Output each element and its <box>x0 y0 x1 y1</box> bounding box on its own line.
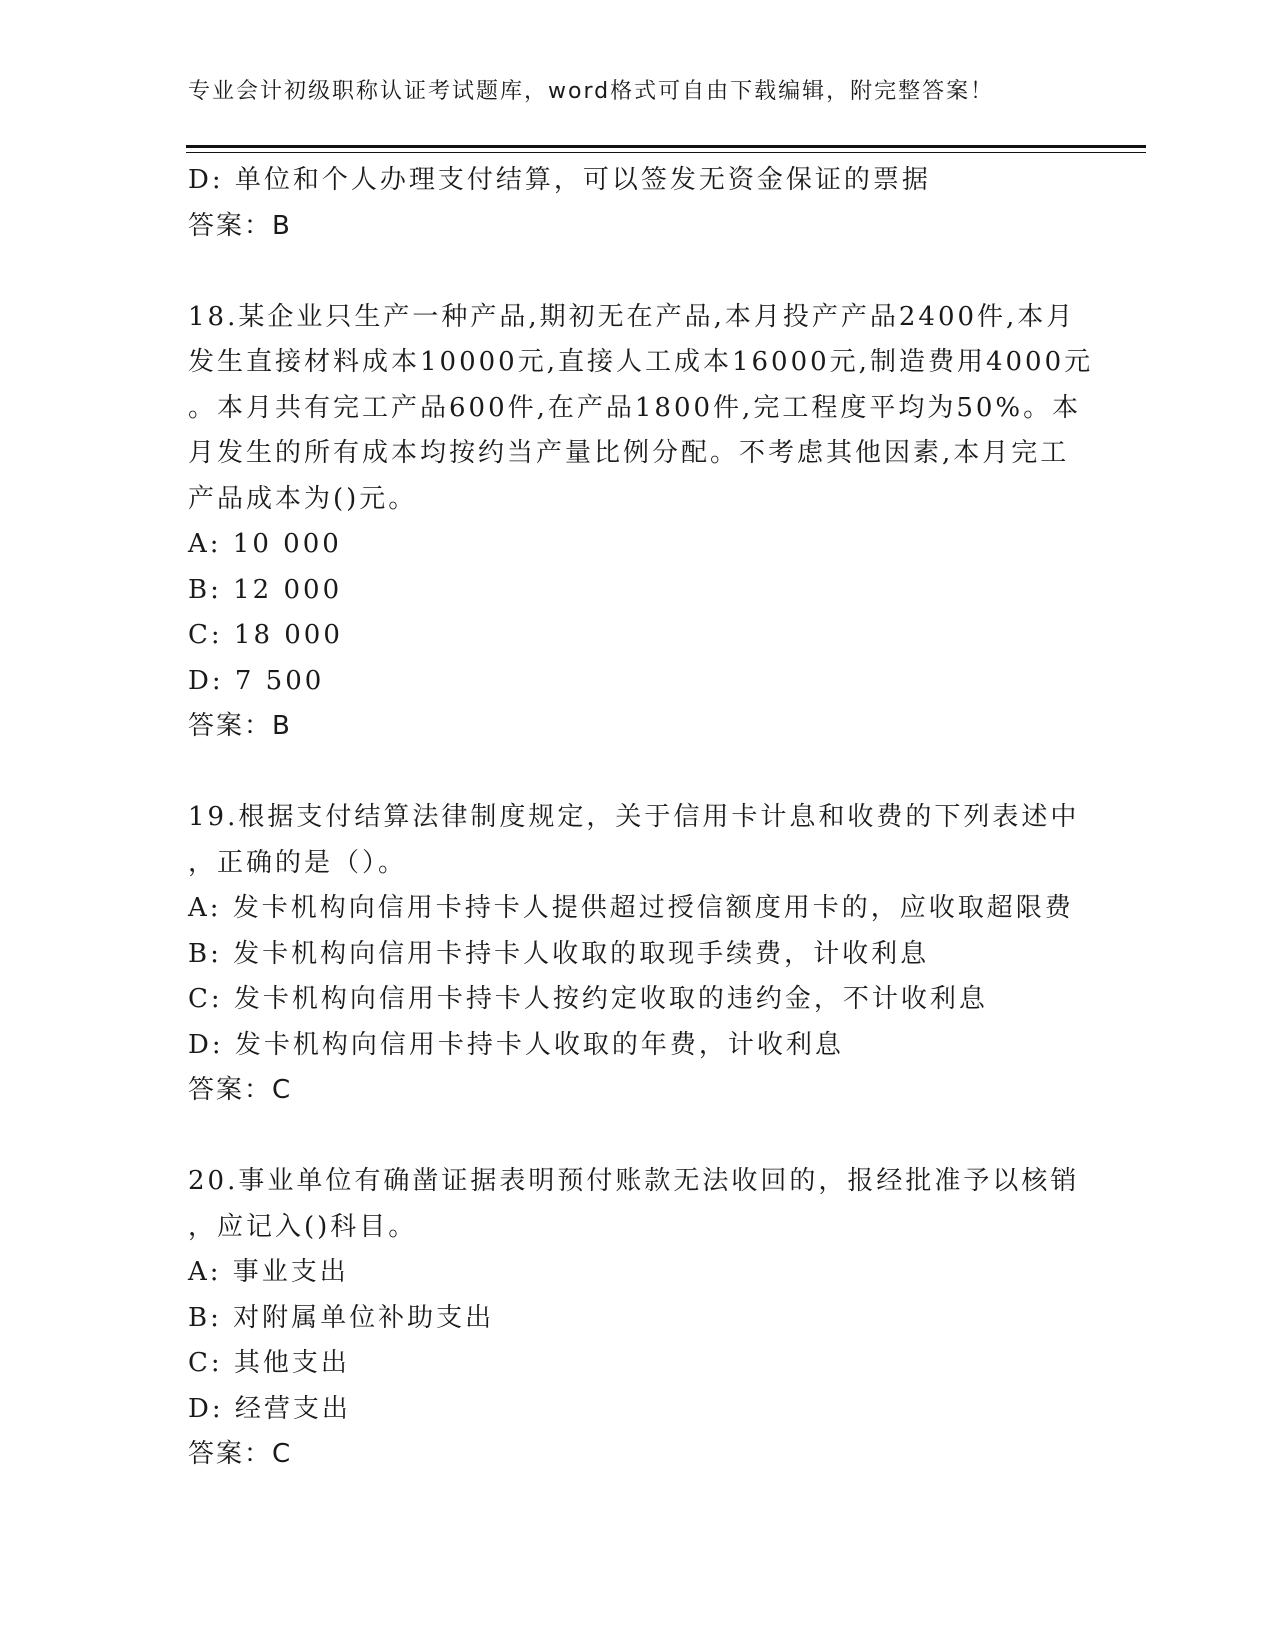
question-stem-line: 20.事业单位有确凿证据表明预付账款无法收回的，报经批准予以核销 <box>188 1166 1080 1196</box>
spacer <box>188 249 1088 295</box>
question-19 <box>188 795 1088 1114</box>
question-stem-line: 产品成本为()元。 <box>188 483 418 514</box>
question-18 <box>188 295 1094 750</box>
option-d: D: 经营支出 <box>188 1393 351 1424</box>
option-a: A: 发卡机构向信用卡持卡人提供超过授信额度用卡的，应收取超限费 <box>188 893 1074 923</box>
answer: 答案：B <box>188 711 292 741</box>
question-stem-line: ，正确的是（）。 <box>188 847 408 878</box>
question-stem-line: 。本月共有完工产品600件,在产品1800件,完工程度平均为50%。本 <box>188 392 1082 423</box>
spacer <box>188 1114 1088 1160</box>
option-d: D: 7 500 <box>188 665 325 696</box>
option-a: A: 10 000 <box>188 529 342 559</box>
option-b: B: 12 000 <box>188 574 343 605</box>
option-b: B: 发卡机构向信用卡持卡人收取的取现手续费，计收利息 <box>188 938 930 969</box>
option-a: A: 事业支出 <box>188 1257 349 1287</box>
question-20 <box>188 1159 1088 1478</box>
answer: 答案：C <box>188 1439 293 1469</box>
question-stem-line: 18.某企业只生产一种产品,期初无在产品,本月投产产品2400件,本月 <box>188 301 1076 332</box>
option-d: D: 发卡机构向信用卡持卡人收取的年费，计收利息 <box>188 1029 844 1060</box>
option-c: C: 18 000 <box>188 620 343 650</box>
answer: 答案：B <box>188 210 292 241</box>
question-content <box>188 158 1094 1478</box>
spacer <box>188 750 1088 796</box>
option-d: D: 单位和个人办理支付结算，可以签发无资金保证的票据 <box>188 165 931 195</box>
question-stem-line: 发生直接材料成本10000元,直接人工成本16000元,制造费用4000元 <box>188 347 1094 377</box>
header-divider-thin <box>186 152 1146 153</box>
answer: 答案：C <box>188 1075 293 1105</box>
option-c: C: 其他支出 <box>188 1348 350 1378</box>
option-c: C: 发卡机构向信用卡持卡人按约定收取的违约金，不计收利息 <box>188 984 988 1014</box>
header-divider-thick <box>186 145 1146 148</box>
question-stem-line: 月发生的所有成本均按约当产量比例分配。不考虑其他因素,本月完工 <box>188 438 1070 468</box>
question-stem-line: ，应记入()科目。 <box>188 1211 418 1242</box>
page-header: 专业会计初级职称认证考试题库，word格式可自由下载编辑，附完整答案！ <box>188 79 995 104</box>
question-stem-line: 19.根据支付结算法律制度规定，关于信用卡计息和收费的下列表述中 <box>188 802 1080 832</box>
option-b: B: 对附属单位补助支出 <box>188 1302 495 1333</box>
